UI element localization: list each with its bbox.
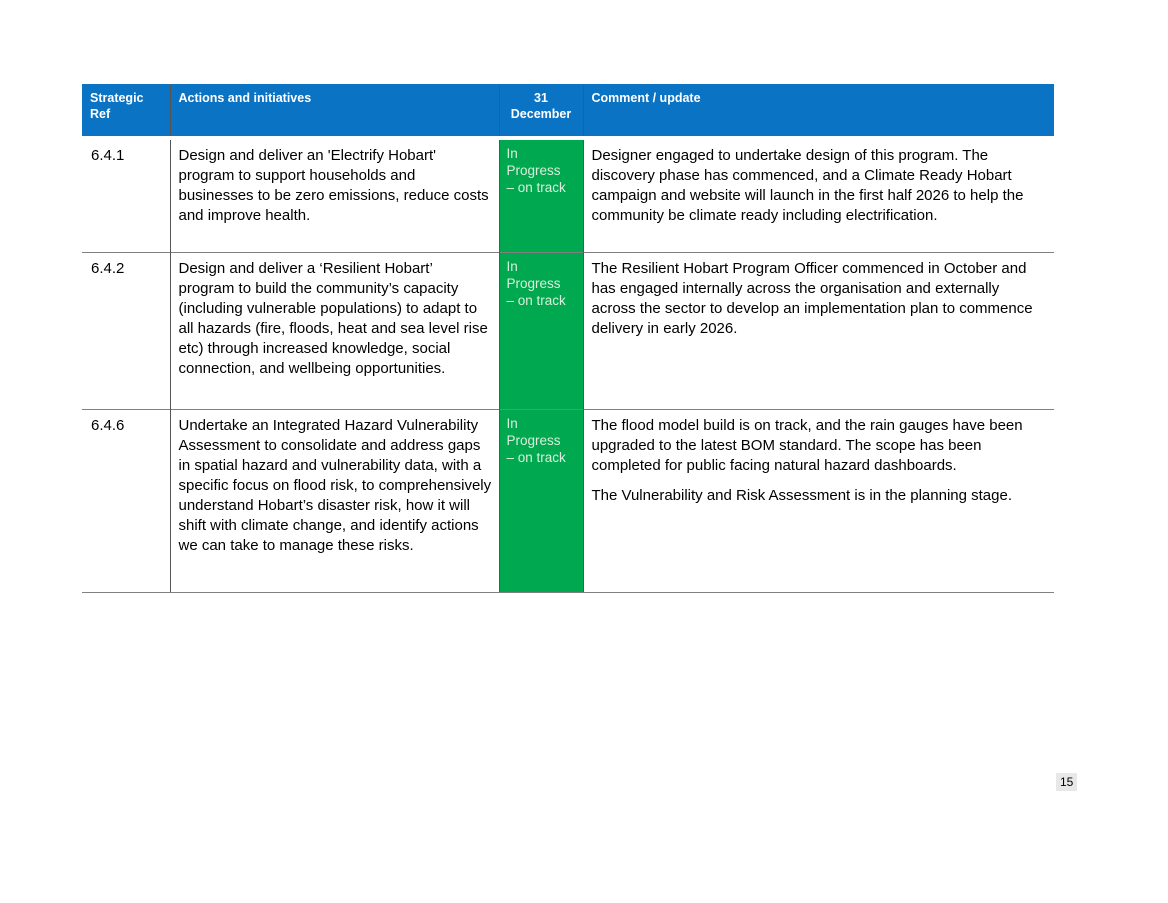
strategic-ref-cell: 6.4.1 [91,147,125,164]
status-line: – on track [506,292,566,308]
status-line: – on track [506,180,566,195]
comment-cell [583,409,1054,592]
table-row [82,409,1054,592]
strategic-ref-cell: 6.4.6 [82,409,170,592]
page-number: 15 [1056,773,1077,791]
header-strategic-ref: Strategic Ref [82,84,170,138]
status-cell [499,252,583,409]
status-line: Progress [506,163,561,178]
comment-paragraph: Designer engaged to undertake design of this program. The discovery phase has commenced, and a Climate Ready Hobart campaign and website will launch in the first half 2026 to help the community be climate ready including electrification. [591,147,1024,224]
header-comment-update: Comment / update [583,84,1054,138]
table-row [82,252,1054,409]
action-cell: Undertake an Integrated Hazard Vulnerability Assessment to consolidate and address gaps in spatial hazard and vulnerability data, with a specific focus on flood risk, to comprehensively understand Hobart’s disaster risk, how it will shift with climate change, and identify actions we can take to manage these risks. [170,409,499,592]
action-cell: Design and deliver an 'Electrify Hobart' program to support households and businesses to be zero emissions, reduce costs and improve health. [170,138,499,252]
strategic-ref-cell: 6.4.2 [82,252,170,409]
comment-cell [583,138,1054,252]
header-31-december: 31 December [499,84,583,138]
action-cell: Design and deliver a ‘Resilient Hobart’ program to build the community’s capacity (including vulnerable populations) to adapt to all hazards (fire, floods, heat and sea level rise etc) through increased knowledge, social connection, and wellbeing opportunities. [170,252,499,409]
status-line: In [506,146,518,161]
table-header-row [82,84,1054,138]
status-line: Progress [506,275,561,291]
comment-cell [583,252,1054,409]
status-line: – on track [506,449,566,465]
status-line: In [506,258,518,274]
comment-paragraph: The Vulnerability and Risk Assessment is in the planning stage. [591,486,1013,504]
table-row [82,138,1054,252]
status-line: In [506,415,518,431]
actions-status-table [82,84,1054,593]
header-actions-initiatives: Actions and initiatives [170,84,499,138]
comment-paragraph: The flood model build is on track, and the rain gauges have been upgraded to the latest BOM standard. The scope has been completed for public facing natural hazard dashboards. [591,416,1023,474]
status-line: Progress [506,432,561,448]
comment-paragraph: The Resilient Hobart Program Officer commenced in October and has engaged internally across the organisation and externally across the sector to develop an implementation plan to commence delivery in early 2026. [591,259,1033,337]
status-cell [499,138,583,252]
status-cell [499,409,583,592]
